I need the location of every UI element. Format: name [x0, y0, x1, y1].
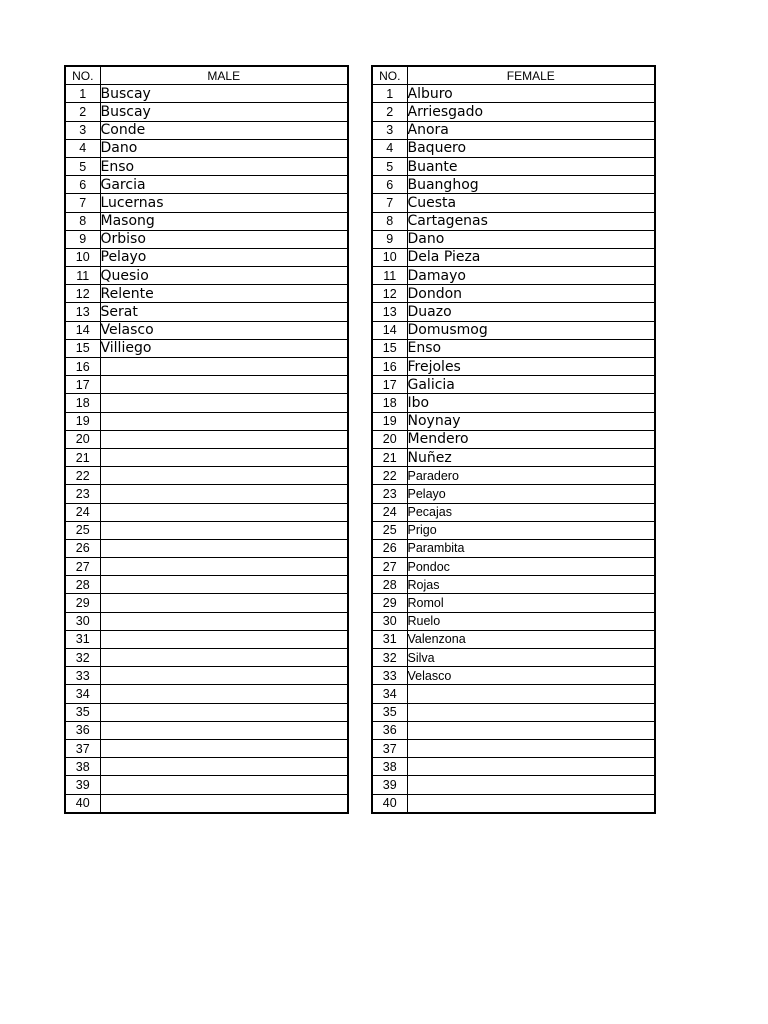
- female-row-number: 30: [372, 612, 407, 630]
- male-table-row: [65, 503, 348, 521]
- female-table-row: [372, 721, 655, 739]
- male-row-number: 16: [65, 358, 100, 376]
- male-table-row: [65, 267, 348, 285]
- female-student-name: Dano: [407, 230, 655, 248]
- female-row-number: 5: [372, 157, 407, 175]
- female-row-number: 13: [372, 303, 407, 321]
- male-table-row: [65, 394, 348, 412]
- male-table-row: [65, 412, 348, 430]
- female-table-row: [372, 339, 655, 357]
- female-student-name: Dondon: [407, 285, 655, 303]
- male-student-name: Buscay: [100, 85, 348, 103]
- male-table-row: [65, 612, 348, 630]
- female-row-number: 29: [372, 594, 407, 612]
- female-table-row: [372, 194, 655, 212]
- male-table-row: [65, 594, 348, 612]
- male-student-name: [100, 776, 348, 794]
- female-row-number: 21: [372, 448, 407, 466]
- male-table-row: [65, 685, 348, 703]
- female-student-name: Parambita: [407, 539, 655, 557]
- female-student-name: Dela Pieza: [407, 248, 655, 266]
- male-table-row: [65, 339, 348, 357]
- female-table-row: [372, 485, 655, 503]
- female-student-name: Ibo: [407, 394, 655, 412]
- female-table-row: [372, 121, 655, 139]
- female-student-name: Galicia: [407, 376, 655, 394]
- male-student-name: Masong: [100, 212, 348, 230]
- male-row-number: 39: [65, 776, 100, 794]
- female-name-header: FEMALE: [407, 66, 655, 85]
- female-table-row: [372, 612, 655, 630]
- female-roster-body: [372, 85, 655, 813]
- female-student-name: Pecajas: [407, 503, 655, 521]
- female-table-row: [372, 157, 655, 175]
- male-row-number: 5: [65, 157, 100, 175]
- male-table-row: [65, 794, 348, 813]
- female-table-row: [372, 503, 655, 521]
- female-student-name: Alburo: [407, 85, 655, 103]
- male-table-row: [65, 467, 348, 485]
- female-row-number: 23: [372, 485, 407, 503]
- female-student-name: Frejoles: [407, 358, 655, 376]
- male-student-name: [100, 576, 348, 594]
- female-table-row: [372, 412, 655, 430]
- male-row-number: 26: [65, 539, 100, 557]
- male-row-number: 3: [65, 121, 100, 139]
- male-row-number: 29: [65, 594, 100, 612]
- male-table-row: [65, 285, 348, 303]
- male-student-name: Relente: [100, 285, 348, 303]
- male-table-row: [65, 121, 348, 139]
- female-table-row: [372, 139, 655, 157]
- female-student-name: Noynay: [407, 412, 655, 430]
- female-student-name: Velasco: [407, 667, 655, 685]
- female-table-row: [372, 758, 655, 776]
- female-table-row: [372, 394, 655, 412]
- female-row-number: 3: [372, 121, 407, 139]
- male-roster-body: [65, 85, 348, 813]
- male-row-number: 6: [65, 176, 100, 194]
- female-row-number: 6: [372, 176, 407, 194]
- female-row-number: 9: [372, 230, 407, 248]
- male-no-header: NO.: [65, 66, 100, 85]
- male-table-row: [65, 667, 348, 685]
- male-student-name: [100, 758, 348, 776]
- female-row-number: 20: [372, 430, 407, 448]
- male-row-number: 19: [65, 412, 100, 430]
- male-student-name: [100, 721, 348, 739]
- male-student-name: [100, 358, 348, 376]
- female-row-number: 37: [372, 739, 407, 757]
- male-table-row: [65, 194, 348, 212]
- female-table-row: [372, 739, 655, 757]
- female-student-name: Duazo: [407, 303, 655, 321]
- female-table-row: [372, 776, 655, 794]
- female-row-number: 2: [372, 103, 407, 121]
- female-row-number: 28: [372, 576, 407, 594]
- male-row-number: 10: [65, 248, 100, 266]
- male-table-row: [65, 103, 348, 121]
- male-table-row: [65, 539, 348, 557]
- female-student-name: [407, 685, 655, 703]
- male-student-name: [100, 448, 348, 466]
- male-row-number: 2: [65, 103, 100, 121]
- male-name-header: MALE: [100, 66, 348, 85]
- female-row-number: 35: [372, 703, 407, 721]
- male-table-row: [65, 157, 348, 175]
- female-student-name: [407, 739, 655, 757]
- female-row-number: 15: [372, 339, 407, 357]
- male-student-name: [100, 630, 348, 648]
- male-student-name: Villiego: [100, 339, 348, 357]
- male-student-name: [100, 467, 348, 485]
- male-student-name: Conde: [100, 121, 348, 139]
- male-table-row: [65, 212, 348, 230]
- male-student-name: [100, 558, 348, 576]
- female-student-name: Buanghog: [407, 176, 655, 194]
- female-student-name: Prigo: [407, 521, 655, 539]
- female-row-number: 22: [372, 467, 407, 485]
- male-student-name: [100, 412, 348, 430]
- female-table-row: [372, 630, 655, 648]
- male-roster-table: [64, 65, 349, 814]
- male-table-row: [65, 703, 348, 721]
- female-table-row: [372, 230, 655, 248]
- female-row-number: 14: [372, 321, 407, 339]
- male-student-name: [100, 612, 348, 630]
- male-row-number: 17: [65, 376, 100, 394]
- male-table-row: [65, 739, 348, 757]
- male-student-name: [100, 521, 348, 539]
- male-student-name: Orbiso: [100, 230, 348, 248]
- male-table-row: [65, 758, 348, 776]
- male-table-row: [65, 649, 348, 667]
- female-row-number: 19: [372, 412, 407, 430]
- female-row-number: 4: [372, 139, 407, 157]
- male-row-number: 28: [65, 576, 100, 594]
- female-student-name: Enso: [407, 339, 655, 357]
- male-table-row: [65, 376, 348, 394]
- male-row-number: 22: [65, 467, 100, 485]
- female-student-name: Domusmog: [407, 321, 655, 339]
- female-student-name: Buante: [407, 157, 655, 175]
- male-student-name: [100, 485, 348, 503]
- male-student-name: Serat: [100, 303, 348, 321]
- female-table-row: [372, 285, 655, 303]
- male-row-number: 20: [65, 430, 100, 448]
- female-table-row: [372, 212, 655, 230]
- male-header-row: [65, 66, 348, 85]
- female-table-row: [372, 267, 655, 285]
- female-student-name: Rojas: [407, 576, 655, 594]
- female-row-number: 24: [372, 503, 407, 521]
- male-student-name: [100, 703, 348, 721]
- male-row-number: 21: [65, 448, 100, 466]
- male-row-number: 33: [65, 667, 100, 685]
- male-table-row: [65, 776, 348, 794]
- male-student-name: [100, 739, 348, 757]
- female-row-number: 25: [372, 521, 407, 539]
- male-student-name: [100, 594, 348, 612]
- female-row-number: 33: [372, 667, 407, 685]
- male-row-number: 23: [65, 485, 100, 503]
- female-student-name: [407, 703, 655, 721]
- male-student-name: Garcia: [100, 176, 348, 194]
- female-student-name: [407, 776, 655, 794]
- female-table-row: [372, 667, 655, 685]
- male-student-name: Pelayo: [100, 248, 348, 266]
- male-row-number: 7: [65, 194, 100, 212]
- male-table-row: [65, 139, 348, 157]
- male-row-number: 1: [65, 85, 100, 103]
- male-student-name: [100, 649, 348, 667]
- female-table-row: [372, 539, 655, 557]
- male-row-number: 36: [65, 721, 100, 739]
- male-table-row: [65, 358, 348, 376]
- female-row-number: 36: [372, 721, 407, 739]
- male-row-number: 30: [65, 612, 100, 630]
- male-table-row: [65, 176, 348, 194]
- female-row-number: 38: [372, 758, 407, 776]
- female-row-number: 16: [372, 358, 407, 376]
- female-student-name: Pondoc: [407, 558, 655, 576]
- male-table-row: [65, 448, 348, 466]
- male-table-row: [65, 321, 348, 339]
- female-student-name: Damayo: [407, 267, 655, 285]
- female-table-row: [372, 85, 655, 103]
- female-table-row: [372, 467, 655, 485]
- female-table-row: [372, 685, 655, 703]
- male-row-number: 38: [65, 758, 100, 776]
- female-table-row: [372, 103, 655, 121]
- male-row-number: 40: [65, 794, 100, 813]
- male-row-number: 32: [65, 649, 100, 667]
- female-student-name: Paradero: [407, 467, 655, 485]
- female-student-name: Romol: [407, 594, 655, 612]
- male-row-number: 14: [65, 321, 100, 339]
- male-row-number: 13: [65, 303, 100, 321]
- female-table-row: [372, 521, 655, 539]
- female-table-row: [372, 376, 655, 394]
- female-row-number: 7: [372, 194, 407, 212]
- female-row-number: 10: [372, 248, 407, 266]
- female-row-number: 18: [372, 394, 407, 412]
- male-row-number: 35: [65, 703, 100, 721]
- female-table-row: [372, 703, 655, 721]
- male-student-name: [100, 685, 348, 703]
- female-student-name: [407, 794, 655, 813]
- male-table-row: [65, 430, 348, 448]
- female-row-number: 32: [372, 649, 407, 667]
- female-table-row: [372, 358, 655, 376]
- male-table-row: [65, 303, 348, 321]
- male-row-number: 12: [65, 285, 100, 303]
- female-student-name: Cartagenas: [407, 212, 655, 230]
- male-student-name: Quesio: [100, 267, 348, 285]
- male-student-name: [100, 794, 348, 813]
- female-student-name: Ruelo: [407, 612, 655, 630]
- female-table-row: [372, 649, 655, 667]
- male-row-number: 9: [65, 230, 100, 248]
- female-table-row: [372, 303, 655, 321]
- female-student-name: Nuñez: [407, 448, 655, 466]
- female-row-number: 31: [372, 630, 407, 648]
- male-student-name: [100, 503, 348, 521]
- female-student-name: Valenzona: [407, 630, 655, 648]
- male-student-name: Velasco: [100, 321, 348, 339]
- female-table-row: [372, 430, 655, 448]
- male-row-number: 11: [65, 267, 100, 285]
- female-table-row: [372, 576, 655, 594]
- female-row-number: 27: [372, 558, 407, 576]
- female-student-name: [407, 758, 655, 776]
- female-student-name: Anora: [407, 121, 655, 139]
- female-row-number: 26: [372, 539, 407, 557]
- female-student-name: Mendero: [407, 430, 655, 448]
- male-student-name: Lucernas: [100, 194, 348, 212]
- male-student-name: Buscay: [100, 103, 348, 121]
- female-table-row: [372, 321, 655, 339]
- male-table-row: [65, 485, 348, 503]
- female-row-number: 11: [372, 267, 407, 285]
- male-table-row: [65, 558, 348, 576]
- female-row-number: 1: [372, 85, 407, 103]
- male-student-name: [100, 394, 348, 412]
- male-table-row: [65, 230, 348, 248]
- male-table-row: [65, 85, 348, 103]
- female-table-row: [372, 794, 655, 813]
- male-row-number: 4: [65, 139, 100, 157]
- male-table-row: [65, 721, 348, 739]
- male-student-name: Dano: [100, 139, 348, 157]
- female-table-row: [372, 248, 655, 266]
- female-student-name: Silva: [407, 649, 655, 667]
- male-row-number: 8: [65, 212, 100, 230]
- female-row-number: 17: [372, 376, 407, 394]
- female-student-name: Pelayo: [407, 485, 655, 503]
- male-student-name: [100, 539, 348, 557]
- male-student-name: [100, 430, 348, 448]
- female-row-number: 12: [372, 285, 407, 303]
- female-row-number: 39: [372, 776, 407, 794]
- female-roster-table: [371, 65, 656, 814]
- male-row-number: 31: [65, 630, 100, 648]
- male-table-row: [65, 248, 348, 266]
- male-student-name: [100, 376, 348, 394]
- male-row-number: 27: [65, 558, 100, 576]
- female-row-number: 8: [372, 212, 407, 230]
- male-row-number: 15: [65, 339, 100, 357]
- female-table-row: [372, 558, 655, 576]
- female-student-name: [407, 721, 655, 739]
- male-row-number: 37: [65, 739, 100, 757]
- female-student-name: Cuesta: [407, 194, 655, 212]
- female-student-name: Arriesgado: [407, 103, 655, 121]
- female-header-row: [372, 66, 655, 85]
- male-row-number: 24: [65, 503, 100, 521]
- female-table-row: [372, 176, 655, 194]
- male-row-number: 18: [65, 394, 100, 412]
- female-student-name: Baquero: [407, 139, 655, 157]
- female-table-row: [372, 448, 655, 466]
- male-table-row: [65, 630, 348, 648]
- male-table-row: [65, 521, 348, 539]
- male-student-name: [100, 667, 348, 685]
- female-no-header: NO.: [372, 66, 407, 85]
- female-table-row: [372, 594, 655, 612]
- male-student-name: Enso: [100, 157, 348, 175]
- male-table-row: [65, 576, 348, 594]
- male-row-number: 34: [65, 685, 100, 703]
- male-row-number: 25: [65, 521, 100, 539]
- female-row-number: 34: [372, 685, 407, 703]
- female-row-number: 40: [372, 794, 407, 813]
